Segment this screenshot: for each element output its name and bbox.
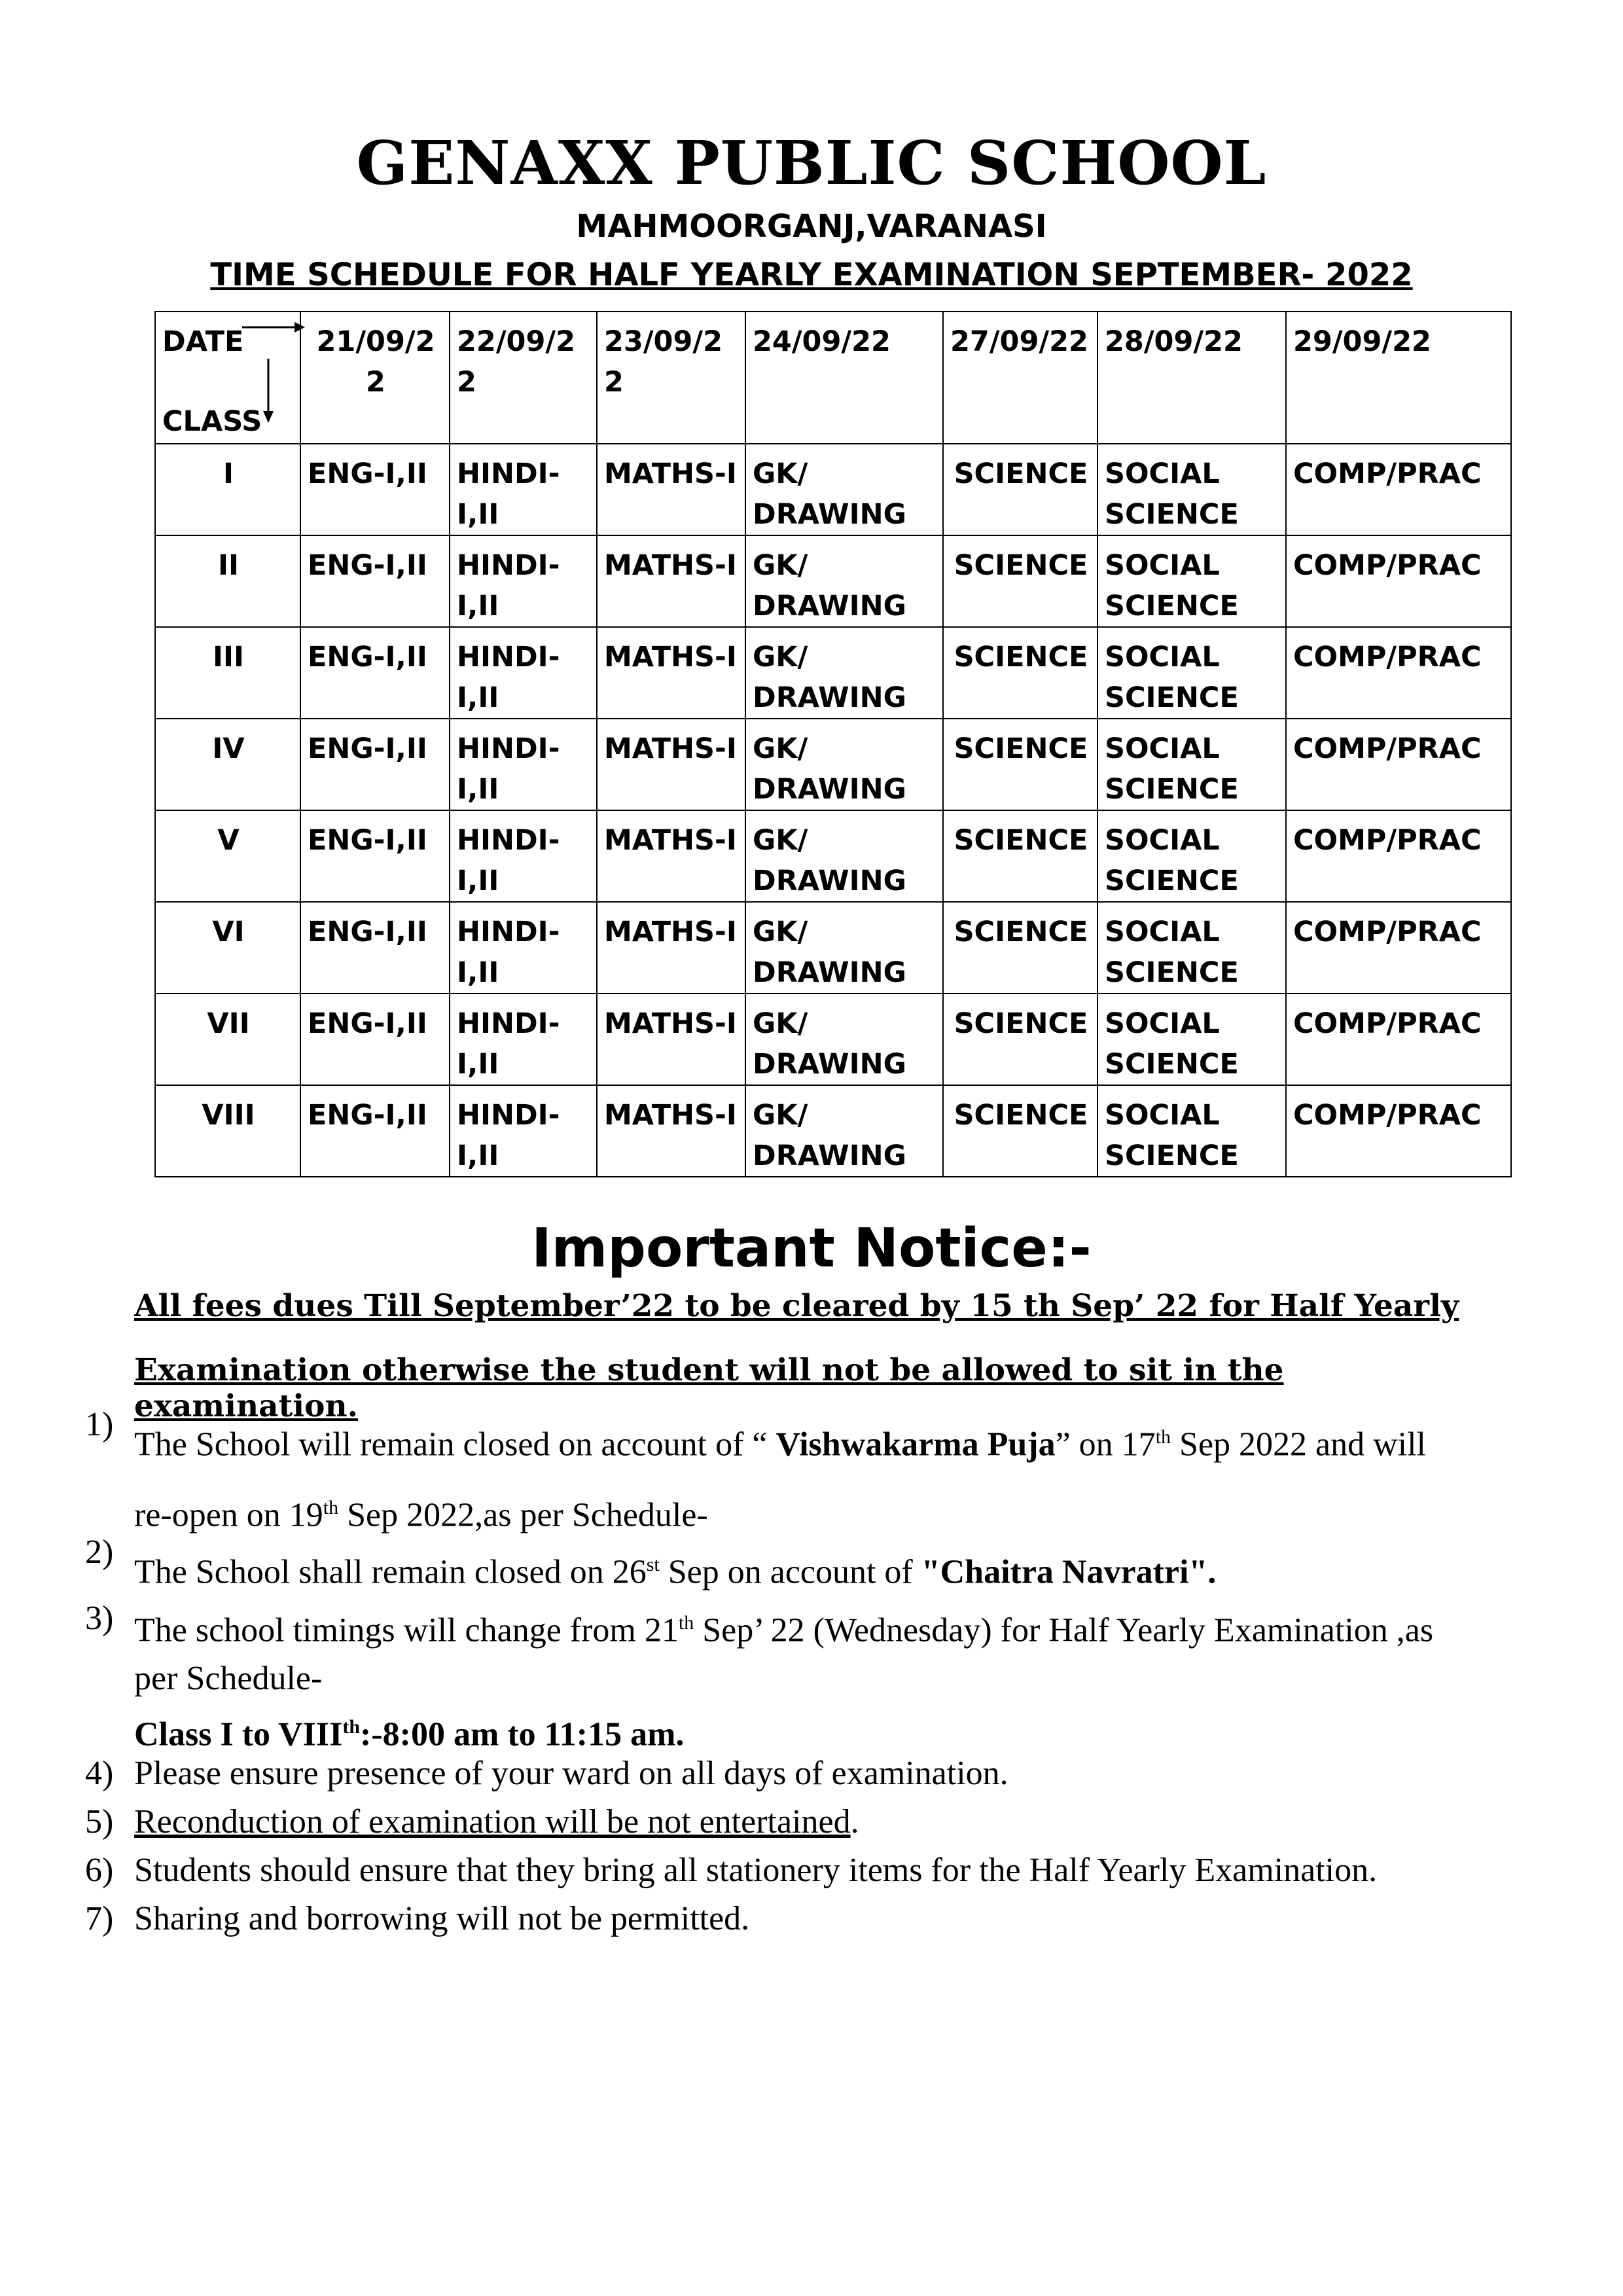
date-class-arrows-icon xyxy=(242,313,308,431)
date-header: 23/09/22 xyxy=(597,312,745,444)
subject-cell: GK/ DRAWING xyxy=(745,902,943,994)
text: st xyxy=(646,1554,660,1575)
subject-cell: ENG-I,II xyxy=(300,627,450,719)
fees-notice-line1: All fees dues Till September’22 to be cleared by 15 th Sep’ 22 for Half Yearly xyxy=(134,1288,1459,1324)
text: per Schedule- xyxy=(134,1660,323,1698)
school-name: GENAXX PUBLIC SCHOOL xyxy=(356,128,1267,198)
subject-cell: GK/ DRAWING xyxy=(745,627,943,719)
subject-cell: ENG-I,II xyxy=(300,994,450,1085)
subject-cell: SCIENCE xyxy=(943,902,1097,994)
subject-cell: HINDI-I,II xyxy=(450,444,597,535)
text: "Chaitra Navratri". xyxy=(921,1553,1217,1591)
subject-cell: ENG-I,II xyxy=(300,719,450,810)
subject-cell: COMP/PRAC xyxy=(1286,902,1511,994)
subject-cell: SCIENCE xyxy=(943,535,1097,627)
subject-cell: HINDI-I,II xyxy=(450,535,597,627)
subject-cell: ENG-I,II xyxy=(300,1085,450,1177)
item-text xyxy=(134,1599,1548,1759)
schedule-row xyxy=(155,719,1511,810)
item-text xyxy=(134,1803,1548,1842)
class-cell: I xyxy=(155,444,300,535)
subject-cell: MATHS-I xyxy=(597,627,745,719)
subject-cell: COMP/PRAC xyxy=(1286,810,1511,902)
subject-cell: GK/ DRAWING xyxy=(745,535,943,627)
text: Sep 2022,as per Schedule- xyxy=(338,1496,708,1534)
item-text xyxy=(134,1405,1548,1547)
subject-cell: GK/ DRAWING xyxy=(745,810,943,902)
text: th xyxy=(342,1716,361,1738)
subject-cell: MATHS-I xyxy=(597,444,745,535)
text: th xyxy=(323,1497,339,1519)
item-number: 3) xyxy=(85,1600,114,1637)
subject-cell: SOCIAL SCIENCE xyxy=(1097,719,1286,810)
schedule-heading: TIME SCHEDULE FOR HALF YEARLY EXAMINATION SEPTEMBER- 2022 xyxy=(210,257,1413,293)
date-header: 28/09/22 xyxy=(1097,312,1286,444)
subject-cell: GK/ DRAWING xyxy=(745,444,943,535)
subject-cell: SCIENCE xyxy=(943,1085,1097,1177)
text: Reconduction of examination will be not entertained xyxy=(134,1803,851,1840)
text: Class I to VIII xyxy=(134,1715,343,1753)
class-cell: VII xyxy=(155,994,300,1085)
class-label: CLASS xyxy=(162,405,262,438)
subject-cell: MATHS-I xyxy=(597,1085,745,1177)
item-number: 6) xyxy=(85,1852,114,1889)
class-cell: V xyxy=(155,810,300,902)
subject-cell: SOCIAL SCIENCE xyxy=(1097,627,1286,719)
subject-cell: SOCIAL SCIENCE xyxy=(1097,810,1286,902)
class-cell: IV xyxy=(155,719,300,810)
subject-cell: GK/ DRAWING xyxy=(745,719,943,810)
subject-cell: SOCIAL SCIENCE xyxy=(1097,444,1286,535)
subject-cell: GK/ DRAWING xyxy=(745,994,943,1085)
subject-cell: SOCIAL SCIENCE xyxy=(1097,994,1286,1085)
class-cell: VIII xyxy=(155,1085,300,1177)
subject-cell: SCIENCE xyxy=(943,810,1097,902)
subject-cell: COMP/PRAC xyxy=(1286,444,1511,535)
item-text: Please ensure presence of your ward on all days of examination. xyxy=(134,1755,1008,1792)
subject-cell: ENG-I,II xyxy=(300,535,450,627)
subject-cell: GK/ DRAWING xyxy=(745,1085,943,1177)
schedule-header-row xyxy=(155,312,1511,444)
subject-cell: COMP/PRAC xyxy=(1286,1085,1511,1177)
class-cell: II xyxy=(155,535,300,627)
subject-cell: HINDI-I,II xyxy=(450,719,597,810)
subject-cell: COMP/PRAC xyxy=(1286,535,1511,627)
item-number: 5) xyxy=(85,1803,114,1840)
subject-cell: HINDI-I,II xyxy=(450,627,597,719)
schedule-row xyxy=(155,902,1511,994)
text: Sep 2022 and will xyxy=(1171,1426,1427,1463)
exam-schedule-table xyxy=(154,311,1512,1177)
item-number: 7) xyxy=(85,1900,114,1937)
text: The School shall remain closed on 26 xyxy=(134,1553,647,1591)
class-cell: III xyxy=(155,627,300,719)
subject-cell: MATHS-I xyxy=(597,719,745,810)
text: :-8:00 am to 11:15 am. xyxy=(360,1715,685,1753)
text: th xyxy=(1155,1426,1171,1448)
date-header: 27/09/22 xyxy=(943,312,1097,444)
subject-cell: SOCIAL SCIENCE xyxy=(1097,1085,1286,1177)
subject-cell: COMP/PRAC xyxy=(1286,719,1511,810)
text: ” on 17 xyxy=(1055,1426,1156,1463)
date-header: 21/09/22 xyxy=(300,312,450,444)
notice-heading: Important Notice:- xyxy=(531,1217,1092,1280)
schedule-row xyxy=(155,1085,1511,1177)
item-number: 2) xyxy=(85,1534,114,1571)
subject-cell: COMP/PRAC xyxy=(1286,994,1511,1085)
fees-notice-line2: Examination otherwise the student will not be allowed to sit in the examination. xyxy=(134,1352,1284,1424)
item-number: 4) xyxy=(85,1755,114,1792)
item-text: Students should ensure that they bring all stationery items for the Half Yearly Examination. xyxy=(134,1852,1378,1889)
text: re-open on 19 xyxy=(134,1496,323,1534)
date-label: DATE xyxy=(162,325,244,358)
subject-cell: ENG-I,II xyxy=(300,810,450,902)
subject-cell: SOCIAL SCIENCE xyxy=(1097,535,1286,627)
text: th xyxy=(678,1612,694,1634)
date-header: 29/09/22 xyxy=(1286,312,1511,444)
date-header: 22/09/22 xyxy=(450,312,597,444)
item-text xyxy=(134,1533,1548,1604)
schedule-row xyxy=(155,535,1511,627)
subject-cell: ENG-I,II xyxy=(300,444,450,535)
text: The School will remain closed on account of “ xyxy=(134,1426,776,1463)
school-location: MAHMOORGANJ,VARANASI xyxy=(576,208,1047,245)
subject-cell: MATHS-I xyxy=(597,902,745,994)
text: Sep’ 22 (Wednesday) for Half Yearly Examination ,as xyxy=(694,1611,1434,1649)
subject-cell: SOCIAL SCIENCE xyxy=(1097,902,1286,994)
class-cell: VI xyxy=(155,902,300,994)
subject-cell: COMP/PRAC xyxy=(1286,627,1511,719)
text: Sep on account of xyxy=(659,1553,921,1591)
subject-cell: SCIENCE xyxy=(943,627,1097,719)
item-number: 1) xyxy=(85,1406,114,1443)
subject-cell: MATHS-I xyxy=(597,810,745,902)
subject-cell: HINDI-I,II xyxy=(450,994,597,1085)
schedule-row xyxy=(155,444,1511,535)
text: Vishwakarma Puja xyxy=(776,1426,1056,1463)
text: The school timings will change from 21 xyxy=(134,1611,679,1649)
subject-cell: SCIENCE xyxy=(943,444,1097,535)
schedule-row xyxy=(155,627,1511,719)
subject-cell: SCIENCE xyxy=(943,994,1097,1085)
subject-cell: SCIENCE xyxy=(943,719,1097,810)
text: . xyxy=(850,1803,859,1840)
schedule-body xyxy=(155,444,1511,1177)
schedule-row xyxy=(155,994,1511,1085)
schedule-row xyxy=(155,810,1511,902)
subject-cell: ENG-I,II xyxy=(300,902,450,994)
subject-cell: HINDI-I,II xyxy=(450,902,597,994)
subject-cell: HINDI-I,II xyxy=(450,1085,597,1177)
date-header: 24/09/22 xyxy=(745,312,943,444)
item-text: Sharing and borrowing will not be permitted. xyxy=(134,1900,750,1937)
subject-cell: MATHS-I xyxy=(597,994,745,1085)
subject-cell: HINDI-I,II xyxy=(450,810,597,902)
subject-cell: MATHS-I xyxy=(597,535,745,627)
